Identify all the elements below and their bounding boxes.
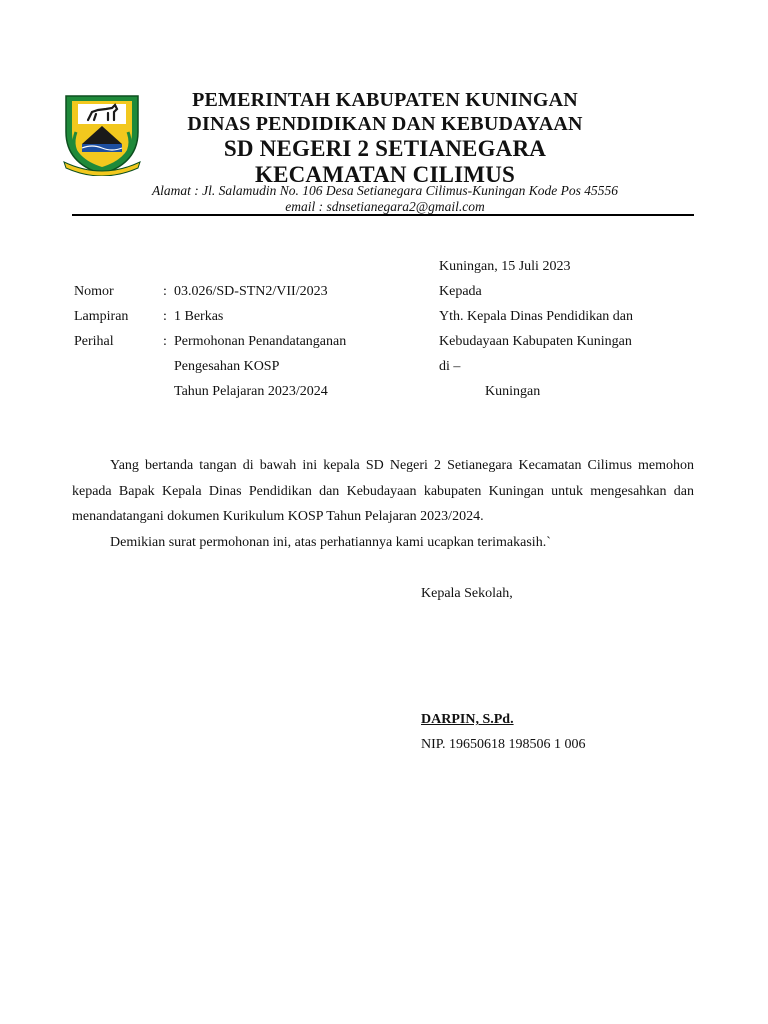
field-colon: : — [163, 334, 167, 349]
kabupaten-emblem-icon — [60, 92, 144, 176]
district-title: KECAMATAN CILIMUS — [254, 162, 516, 187]
field-colon: : — [163, 309, 167, 324]
recipient-line-1: Yth. Kepala Dinas Pendidikan dan — [439, 309, 634, 324]
school-email: email : sdnsetianegara2@gmail.com — [285, 199, 485, 214]
letterhead — [150, 88, 620, 188]
recipient-line-3: di – — [439, 359, 461, 374]
body-paragraph-1: Yang bertanda tangan di bawah ini kepala SD Negeri 2 Setianegara Kecamatan Cilimus memohon kepada Bapak Kepala Dinas Pendidikan dan Kebudayaan kabupaten Kuningan untuk mengesahkan dan menandatangani dokumen Kurikulum KOSP Tahun Pelajaran 2023/2024. — [72, 458, 694, 524]
field-label-nomor: Nomor — [74, 284, 114, 299]
school-address: Alamat : Jl. Salamudin No. 106 Desa Setianegara Cilimus-Kuningan Kode Pos 45556 — [151, 183, 619, 198]
place-date: Kuningan, 15 Juli 2023 — [439, 259, 571, 274]
header-divider — [72, 214, 694, 216]
recipient-line-2: Kebudayaan Kabupaten Kuningan — [439, 334, 632, 349]
field-value-perihal-cont: Tahun Pelajaran 2023/2024 — [174, 384, 328, 399]
government-title: PEMERINTAH KABUPATEN KUNINGAN — [192, 89, 578, 111]
body-paragraph-2: Demikian surat permohonan ini, atas perhatiannya kami ucapkan terimakasih.` — [110, 535, 551, 550]
field-value-perihal-cont: Pengesahan KOSP — [174, 359, 280, 374]
field-value-perihal: Permohonan Penandatanganan — [174, 334, 347, 349]
field-label-lampiran: Lampiran — [74, 309, 129, 324]
recipient-kepada: Kepada — [439, 284, 482, 299]
signature-title: Kepala Sekolah, — [421, 586, 513, 601]
agency-title: DINAS PENDIDIKAN DAN KEBUDAYAAN — [187, 113, 583, 135]
signature-name: DARPIN, S.Pd. — [421, 712, 514, 727]
recipient-city: Kuningan — [485, 384, 541, 399]
field-label-perihal: Perihal — [74, 334, 114, 349]
signature-nip: NIP. 19650618 198506 1 006 — [421, 737, 586, 752]
school-title: SD NEGERI 2 SETIANEGARA — [223, 136, 547, 161]
field-value-nomor: 03.026/SD-STN2/VII/2023 — [174, 284, 328, 299]
field-value-lampiran: 1 Berkas — [174, 309, 224, 324]
field-colon: : — [163, 284, 167, 299]
